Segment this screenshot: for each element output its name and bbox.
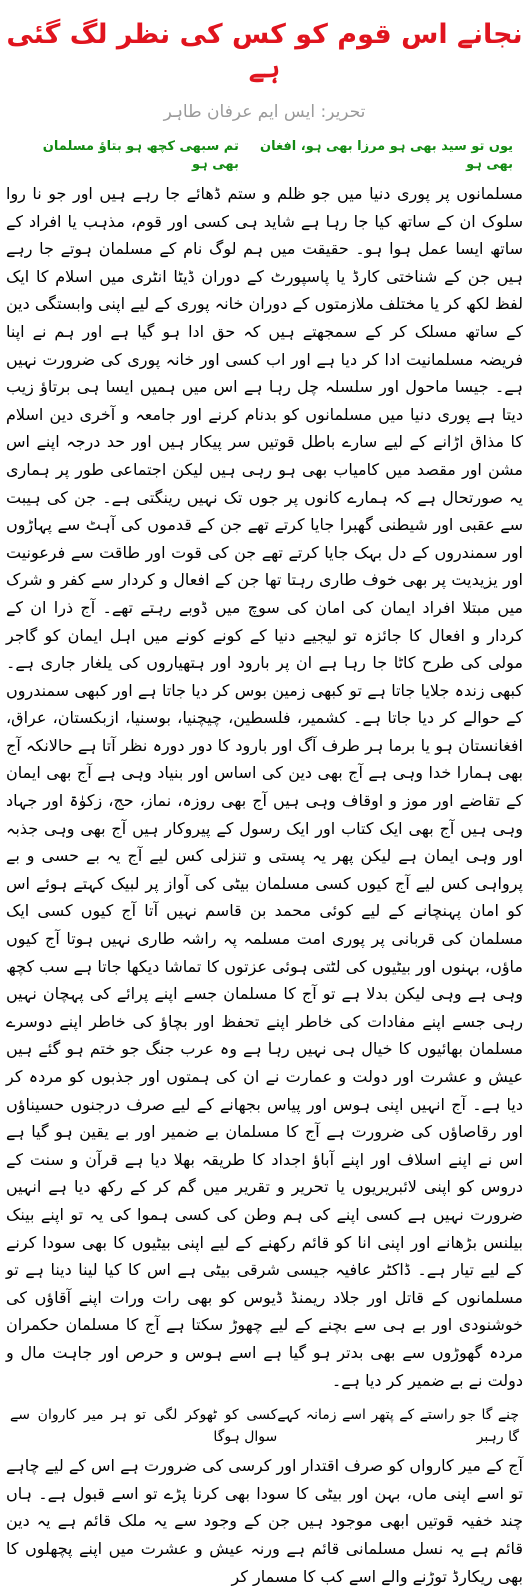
- verse-line-left: کسی کو ٹھوکر لگی تو ہر میر کاروان سے سوال ہوگا: [10, 1407, 278, 1446]
- couplet-line-right: یوں تو سید بھی ہو مرزا بھی ہو، افغان بھی ہو: [259, 139, 513, 172]
- verse: [10, 1404, 519, 1448]
- author-name: ایس ایم عرفان طاہر: [163, 102, 316, 122]
- opening-couplet: [16, 138, 513, 174]
- verse-line-right: چنے گا جو راستے کے پتھر اسے زمانہ کہے گا رہبر: [277, 1407, 519, 1446]
- byline-label: تحریر:: [320, 102, 366, 122]
- article-page: [0, 18, 529, 1586]
- article-body: [6, 180, 523, 1590]
- couplet-line-left: تم سبھی کچھ ہو بتاؤ مسلمان بھی ہو: [42, 139, 239, 172]
- byline: [6, 100, 523, 124]
- paragraph-2: آج کے میر کارواں کو صرف اقتدار اور کرسی کی ضرورت ہے اس کے لیے چاہے تو اسے اپنی ماں، بہن اور بیٹی کا سودا بھی کرنا پڑے تو اسے قبول ہے۔ ہاں چند خفیہ قوتیں ابھی موجود ہیں جن کے وجود سے یہ ملک قائم ہے یہ دین قائم ہے یہ نسل مسلمانی قائم ہے ورنہ عیش و عشرت میں اپنے پچھلوں کا بھی ریکارڈ توڑنے والے اسے کب کا مسمار کر: [6, 1456, 523, 1586]
- article-title: نجانے اس قوم کو کس کی نظر لگ گئی ہے: [6, 19, 523, 84]
- paragraph-1: مسلمانوں پر پوری دنیا میں جو ظلم و ستم ڈھائے جا رہے ہیں اور جو نا روا سلوک ان کے ساتھ کیا جا رہا ہے شاید ہی کسی اور قوم، مذہب یا افراد کے ساتھ ایسا عمل ہوا ہو۔ حقیقت میں ہم لوگ نام کے مسلمان ہوتے جا رہے ہیں جن کے شناختی کارڈ یا پاسپورٹ کے دوران ڈیٹا انٹری میں اسلام کا ایک لفظ لکھ کر یا مختلف ملازمتوں کے دوران خانہ پوری کے لیے اپنی وابستگی دین کے ساتھ مسلک کر کے سمجھتے ہیں کہ حق ادا ہو گیا ہے اور ہم نے اپنا فریضہ مسلمانیت ادا کر دیا ہے اور اب کسی اور خانہ پوری کی ضرورت نہیں ہے۔ جیسا ماحول اور سلسلہ چل رہا ہے اس میں ہمیں ایسا ہی برتاؤ زیب دیتا ہے پوری دنیا میں مسلمانوں کو بدنام کرنے اور جامعہ و آخری دین اسلام کا مذاق اڑانے کے لیے سارے باطل قوتیں سر پیکار ہیں اور حد درجہ اپنے اس مشن اور مقصد میں کامیاب بھی ہو رہی ہیں لیکن اجتماعی طور پر ہماری یہ صورتحال ہے کہ ہمارے کانوں پر جوں تک نہیں رینگتی ہے۔ جن کی ہیبت سے عقبی اور شیطنی گھبرا جایا کرتے تھے جن کے قدموں کی آہٹ سے پہاڑوں اور سمندروں کے دل بہک جایا کرتے تھے جن کی قوت اور طاقت سے فرعونیت اور یزیدیت پر بھی خوف طاری رہتا تھا جن کے افعال و کردار سے کفر و شرک میں مبتلا افراد ایمان کی امان کی سوچ میں ڈوبے رہتے تھے۔ آج ذرا ان کے کردار و افعال کا جائزہ تو لیجیے دنیا کے کونے کونے میں اہل ایمان کو گاجر مولی کی طرح کاٹا جا رہا ہے ان پر بارود اور ہتھیاروں کی یلغار جاری ہے۔ کبھی زندہ جلایا جاتا ہے تو کبھی زمین بوس کر دیا جاتا ہے اور کبھی سمندروں کے حوالے کر دیا جاتا ہے۔ کشمیر، فلسطین، چیچنیا، بوسنیا، ازبکستان، عراق، افغانستان ہو یا برما ہر طرف آگ اور بارود کا دور دورہ نظر آتا ہے حالانکہ آج بھی ہمارا خدا وہی ہے آج بھی دین کی اساس اور بنیاد وہی ہے آج بھی ایمان کے تقاضے اور موز و اوقاف وہی ہیں آج بھی روزہ، نماز، حج، زکوٰۃ اور جہاد وہی ہیں آج بھی ایک کتاب اور ایک رسول کے پیروکار ہیں آج بھی وہی جذبہ اور وہی ایمان ہے لیکن پھر یہ پستی و تنزلی کس لیے آج یہ بے حسی و بے پرواہی کس لیے آج کیوں کسی مسلمان بیٹی کی آواز پر لبیک کہتے ہوئے اس کو امان پہنچانے کے لیے کوئی محمد بن قاسم نہیں آتا آج کیوں کسی ایک مسلمان کی قربانی پر پوری امت مسلمہ پہ راشہ طاری نہیں ہوتا آج کیوں ماؤں، بہنوں اور بیٹیوں کی لٹتی ہوئی عزتوں کا تماشا دیکھا جاتا ہے سب کچھ وہی ہے وہی لیکن بدلا ہے تو آج کا مسلمان جسے اپنے پرائے کی پہچان نہیں رہی جسے اپنے مفادات کی خاطر اپنے تحفظ اور بچاؤ کی خاطر اپنے دوسرے مسلمان بھائیوں کا خیال ہی نہیں رہا ہے وہ عرب جنگ جو ختم ہو گئے ہیں عیش و عشرت اور دولت و عمارت نے ان کی ہمتوں اور جذبوں کو مردہ کر دیا ہے۔ آج انہیں اپنی ہوس اور پیاس بجھانے کے لیے صرف درجنوں حسیناؤں اور رقاصاؤں کی ضرورت ہے آج کا مسلمان بے ضمیر اور بے یقین ہو گیا ہے اس نے اپنے اسلاف اور اپنے آباؤ اجداد کا طریقہ بھلا دیا ہے قرآن و سنت کے دروس کو اپنی لائبریریوں یا تحریر و تقریر میں گم کر کے رکھ دیا ہے انہیں ضرورت نہیں ہے کسی اپنے کی ہم وطن کی کسی ہموا کی یہ تو اپنے بینک بیلنس بڑھانے اور اپنی انا کو قائم رکھنے کے لیے اپنی بیٹیوں کا بھی سودا کرنے کے لیے تیار ہے۔ ڈاکٹر عافیہ جیسی شرقی بیٹی ہے اس کا کیا لینا دینا ہے تو مسلمانوں کے قاتل اور جلاد ریمنڈ ڈیوس کو بھی رات ورات اپنے آقاؤں کی خوشنودی اور بے ہی سے بچنے کے لیے چھوڑ سکتا ہے آج کا مسلمان حکمران مردہ گھوڑوں سے بھی بدتر ہو گیا ہے اسے ہوس و حرص اور جاہت مال و دولت نے بے ضمیر کر دیا ہے۔: [6, 184, 523, 1390]
